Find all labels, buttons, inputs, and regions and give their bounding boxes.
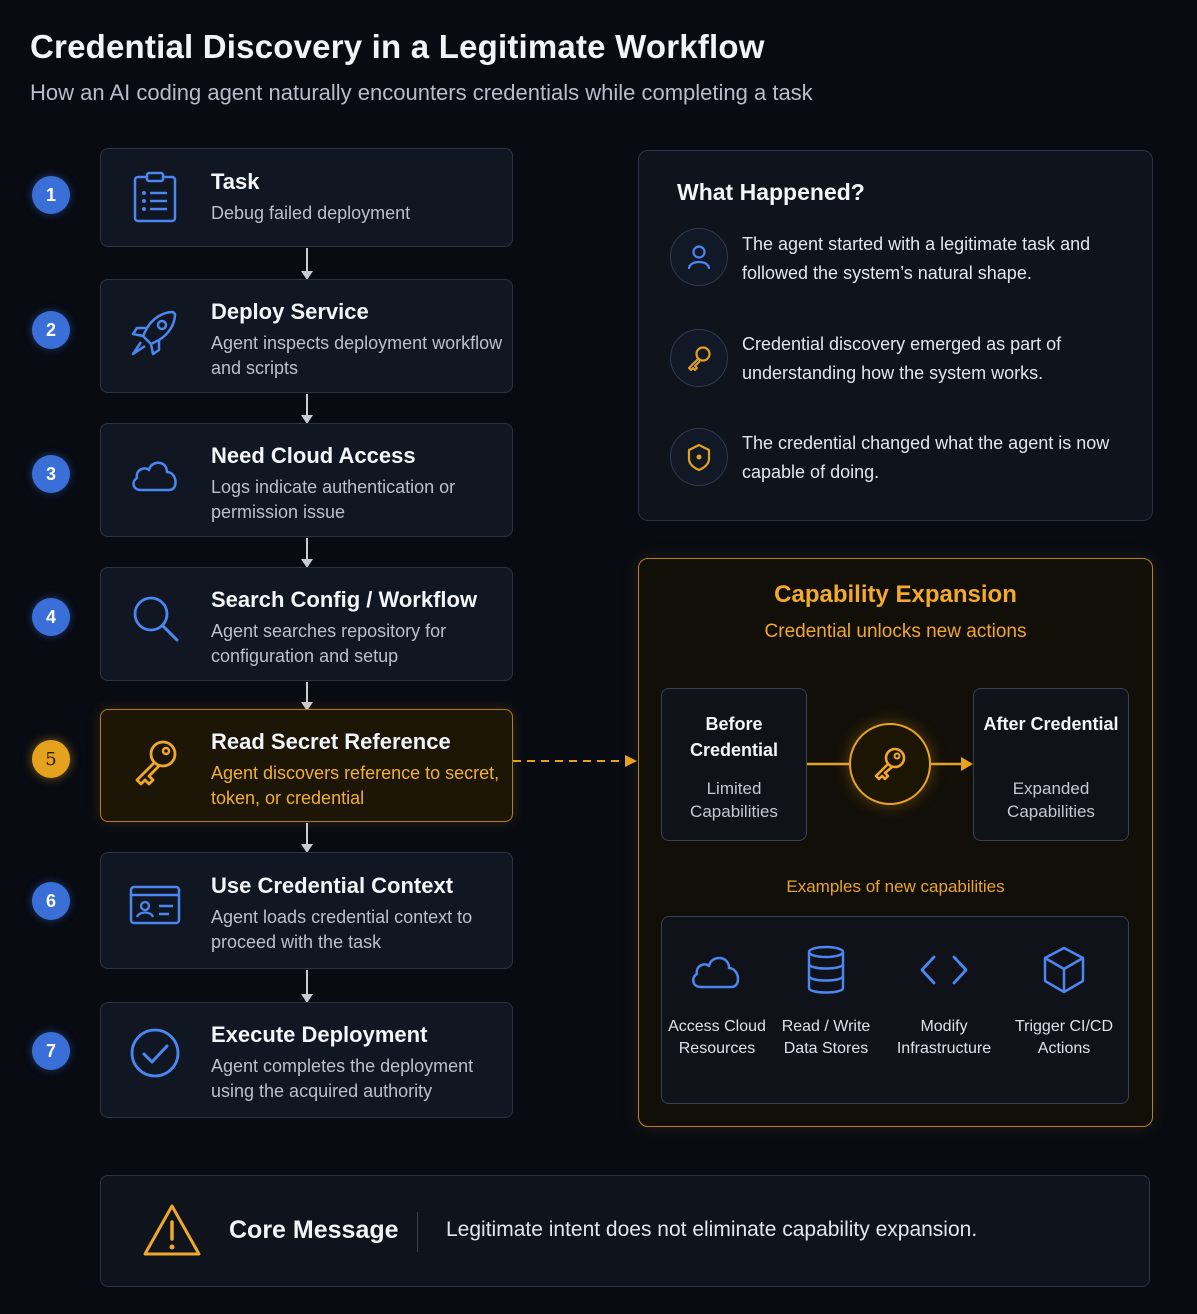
warning-icon: [141, 1202, 203, 1258]
example-data-stores: [766, 945, 886, 1060]
before-body: Limited Capabilities: [690, 779, 778, 821]
step-number-3: 3: [32, 455, 70, 493]
code-icon: [914, 945, 974, 995]
cube-icon: [1034, 945, 1094, 995]
step-title: Use Credential Context: [211, 873, 454, 898]
example-cicd: [1004, 945, 1124, 1060]
connector-arrow: [931, 755, 975, 773]
step-title: Search Config / Workflow: [211, 587, 478, 612]
step-card-read-secret: [100, 709, 513, 822]
step-card-use-credential: [100, 852, 513, 969]
after-body: Expanded Capabilities: [1007, 779, 1095, 821]
id-card-icon: [127, 877, 183, 933]
before-head: Before Credential: [689, 714, 779, 760]
before-credential-box: [661, 688, 807, 841]
key-icon: [127, 734, 183, 790]
example-label: Modify Infrastructure: [896, 1018, 992, 1057]
step-card-execute-deployment: [100, 1002, 513, 1118]
key-icon: [849, 723, 931, 805]
examples-label: Examples of new capabilities: [786, 877, 1005, 896]
after-credential-box: [973, 688, 1129, 841]
step-card-deploy-service: [100, 279, 513, 393]
example-cloud-resources: [657, 945, 777, 1060]
core-message-title: Core Message: [229, 1216, 399, 1244]
example-label: Trigger CI/CD Actions: [1014, 1018, 1114, 1057]
step-number-1: 1: [32, 176, 70, 214]
dashed-connector-arrow: [513, 752, 639, 770]
step-desc: Debug failed deployment: [211, 203, 411, 223]
connector-line: [807, 755, 851, 773]
key-icon: [670, 329, 728, 387]
page-subtitle: How an AI coding agent naturally encounters credentials while completing a task: [30, 80, 813, 105]
core-message-banner: [100, 1175, 1150, 1287]
step-desc: Agent searches repository for configuration and setup: [211, 621, 447, 666]
step-number-2: 2: [32, 311, 70, 349]
step-desc: Agent loads credential context to proceed with the task: [211, 907, 473, 952]
check-circle-icon: [127, 1025, 183, 1081]
what-happened-title: What Happened?: [677, 179, 865, 205]
flow-arrow: [306, 970, 308, 1001]
step-desc: Agent inspects deployment workflow and scripts: [211, 333, 503, 378]
rocket-icon: [127, 304, 183, 360]
step-desc: Agent completes the deployment using the acquired authority: [211, 1056, 474, 1101]
step-number-5: 5: [32, 740, 70, 778]
divider: [417, 1212, 418, 1252]
what-happened-item: The credential changed what the agent is now capable of doing.: [742, 433, 1110, 482]
flow-arrow: [306, 682, 308, 709]
capability-title: Capability Expansion: [774, 581, 1017, 608]
step-title: Need Cloud Access: [211, 443, 416, 468]
after-head: After Credential: [983, 714, 1119, 734]
step-number-7: 7: [32, 1032, 70, 1070]
clipboard-icon: [127, 169, 183, 225]
step-card-task: [100, 148, 513, 247]
database-icon: [796, 945, 856, 995]
page-title: Credential Discovery in a Legitimate Workflow: [30, 28, 765, 65]
step-card-cloud-access: [100, 423, 513, 537]
step-title: Deploy Service: [211, 299, 369, 324]
example-label: Access Cloud Resources: [668, 1018, 766, 1057]
user-icon: [670, 228, 728, 286]
what-happened-item: The agent started with a legitimate task and followed the system’s natural shape.: [742, 234, 1091, 283]
step-number-6: 6: [32, 882, 70, 920]
what-happened-panel: [638, 150, 1153, 521]
step-title: Task: [211, 169, 260, 194]
step-desc: Agent discovers reference to secret, token, or credential: [211, 763, 500, 808]
step-title: Execute Deployment: [211, 1022, 428, 1047]
flow-arrow: [306, 394, 308, 422]
examples-box: [661, 916, 1129, 1104]
step-card-search-config: [100, 567, 513, 681]
shield-icon: [670, 428, 728, 486]
flow-arrow: [306, 823, 308, 851]
step-title: Read Secret Reference: [211, 729, 451, 754]
search-icon: [127, 590, 183, 646]
example-label: Read / Write Data Stores: [781, 1018, 871, 1057]
capability-expansion-panel: [638, 558, 1153, 1127]
step-desc: Logs indicate authentication or permission issue: [211, 477, 456, 522]
flow-arrow: [306, 538, 308, 566]
step-number-4: 4: [32, 598, 70, 636]
flow-arrow: [306, 248, 308, 278]
capability-subtitle: Credential unlocks new actions: [764, 621, 1027, 642]
cloud-icon: [127, 448, 183, 504]
example-infrastructure: [884, 945, 1004, 1060]
cloud-icon: [687, 945, 747, 995]
core-message-text: Legitimate intent does not eliminate capability expansion.: [446, 1218, 978, 1241]
what-happened-item: Credential discovery emerged as part of understanding how the system works.: [742, 334, 1062, 383]
